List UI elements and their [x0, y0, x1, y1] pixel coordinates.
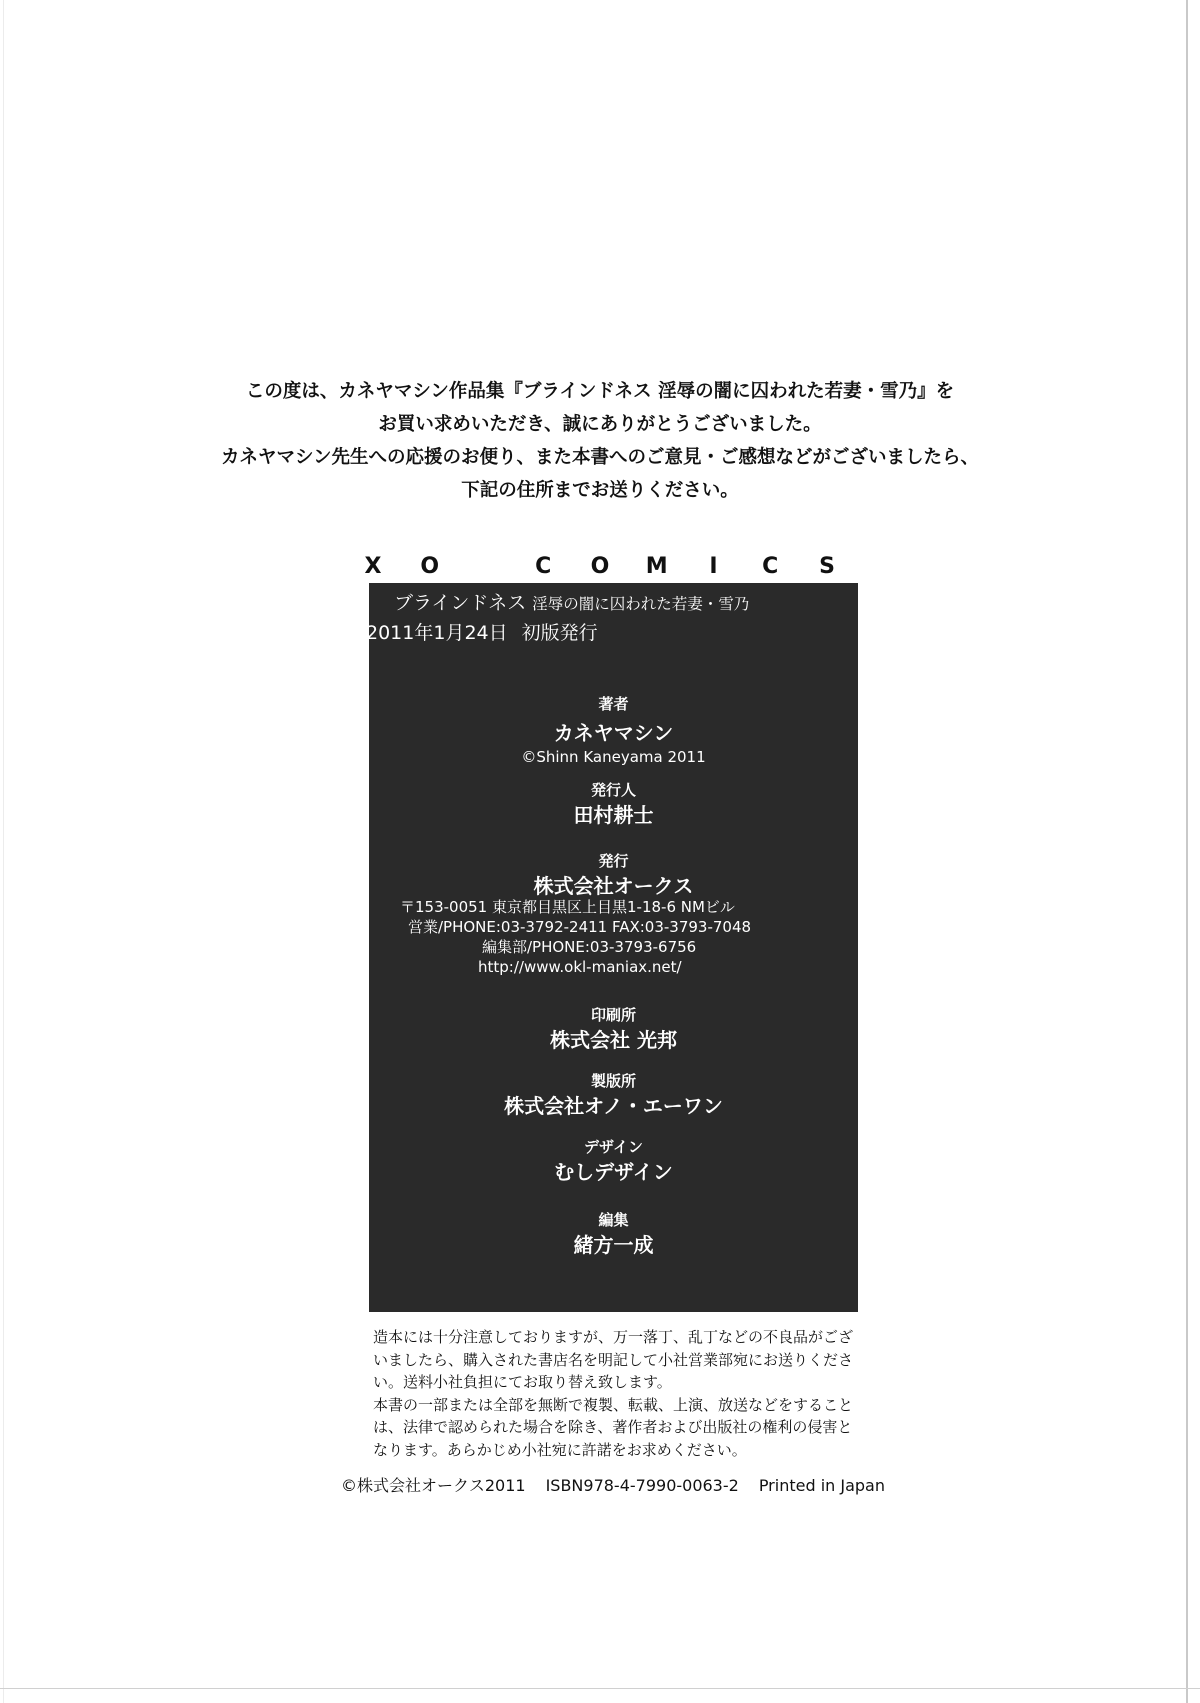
publication-date-line — [366, 620, 826, 646]
credit-role-label: 製版所 — [590, 1072, 636, 1090]
brand-letter: O — [420, 554, 440, 579]
credit-publisher-person — [369, 780, 858, 828]
credit-editor — [369, 1210, 858, 1258]
brand-letter: C — [762, 554, 779, 579]
brand-letter: O — [590, 554, 610, 579]
greeting-line: お買い求めいただき、誠にありがとうございました。 — [378, 414, 822, 435]
book-title-line — [394, 590, 854, 617]
credit-author — [369, 694, 858, 767]
credit-design — [369, 1137, 858, 1185]
brand-letter — [474, 553, 500, 581]
credit-role-label: 著者 — [598, 695, 629, 713]
brand-letter: I — [709, 554, 718, 579]
brand-letter: C — [535, 554, 552, 579]
credit-name: カネヤマシン — [553, 721, 674, 745]
credit-role-label: デザイン — [584, 1138, 643, 1156]
notice-line: は、法律で認められた場合を除き、著作者および出版社の権利の侵害と — [373, 1418, 853, 1436]
footer-copyright: ©株式会社オークス2011 — [341, 1476, 526, 1495]
greeting-line: カネヤマシン先生への応援のお便り、また本書へのご意見・ご感想などがございましたら、 — [220, 447, 980, 468]
notice-line: 造本には十分注意しておりますが、万一落丁、乱丁などの不良品がござ — [373, 1328, 854, 1346]
book-title: ブラインドネス — [394, 592, 527, 614]
footer-isbn: ISBN978-4-7990-0063-2 — [545, 1476, 739, 1495]
credit-name: 株式会社オノ・エーワン — [504, 1094, 723, 1118]
credit-role-label: 編集 — [598, 1211, 629, 1229]
credit-plate-maker — [369, 1071, 858, 1119]
credit-name: 緒方一成 — [573, 1233, 654, 1257]
credit-publisher — [369, 851, 858, 899]
publisher-address-block — [400, 897, 840, 977]
edition-label: 初版発行 — [521, 622, 598, 644]
author-copyright: ©Shinn Kaneyama 2011 — [521, 748, 706, 766]
legal-notice — [373, 1326, 873, 1461]
greeting-paragraph — [150, 375, 1050, 507]
credit-name: 株式会社 光邦 — [550, 1028, 677, 1052]
credit-role-label: 印刷所 — [590, 1006, 636, 1024]
notice-line: 本書の一部または全部を無断で複製、転載、上演、放送などをすること — [373, 1395, 854, 1414]
greeting-line: 下記の住所までお送りください。 — [461, 480, 739, 501]
publisher-phone-line: 営業/PHONE:03-3792-2411 FAX:03-3793-7048 — [408, 918, 752, 936]
credit-name: むしデザイン — [554, 1160, 673, 1184]
scan-edge-left — [3, 0, 4, 1703]
copyright-footer — [341, 1475, 901, 1497]
brand-letter: M — [645, 554, 668, 579]
credit-role-label: 発行人 — [590, 781, 636, 799]
brand-letter: X — [364, 554, 382, 579]
notice-line: いましたら、購入された書店名を明記して小社営業部宛にお送りくださ — [373, 1350, 854, 1369]
brand-letter: S — [819, 554, 835, 579]
credit-printer — [369, 1005, 858, 1053]
scan-edge-bottom — [0, 1688, 1200, 1689]
book-subtitle: 淫辱の闇に囚われた若妻・雪乃 — [532, 595, 750, 613]
scan-edge-right — [1186, 0, 1188, 1703]
editorial-phone-line: 編集部/PHONE:03-3793-6756 — [482, 938, 697, 956]
credit-name: 田村耕士 — [573, 803, 654, 827]
greeting-line: この度は、カネヤマシン作品集『ブラインドネス 淫辱の闇に囚われた若妻・雪乃』を — [245, 381, 955, 402]
publisher-url: http://www.okl-maniax.net/ — [478, 958, 682, 976]
brand-logo-xo-comics — [360, 553, 840, 581]
notice-line: い。送料小社負担にてお取り替え致します。 — [373, 1373, 672, 1391]
credit-role-label: 発行 — [598, 852, 629, 870]
publication-date: 2011年1月24日 — [366, 622, 508, 644]
publisher-address-line: 〒153-0051 東京都目黒区上目黒1-18-6 NMビル — [400, 898, 735, 916]
footer-printed-in: Printed in Japan — [758, 1476, 885, 1495]
credit-name: 株式会社オークス — [533, 874, 694, 898]
notice-line: なります。あらかじめ小社宛に許諾をお求めください。 — [373, 1440, 747, 1459]
